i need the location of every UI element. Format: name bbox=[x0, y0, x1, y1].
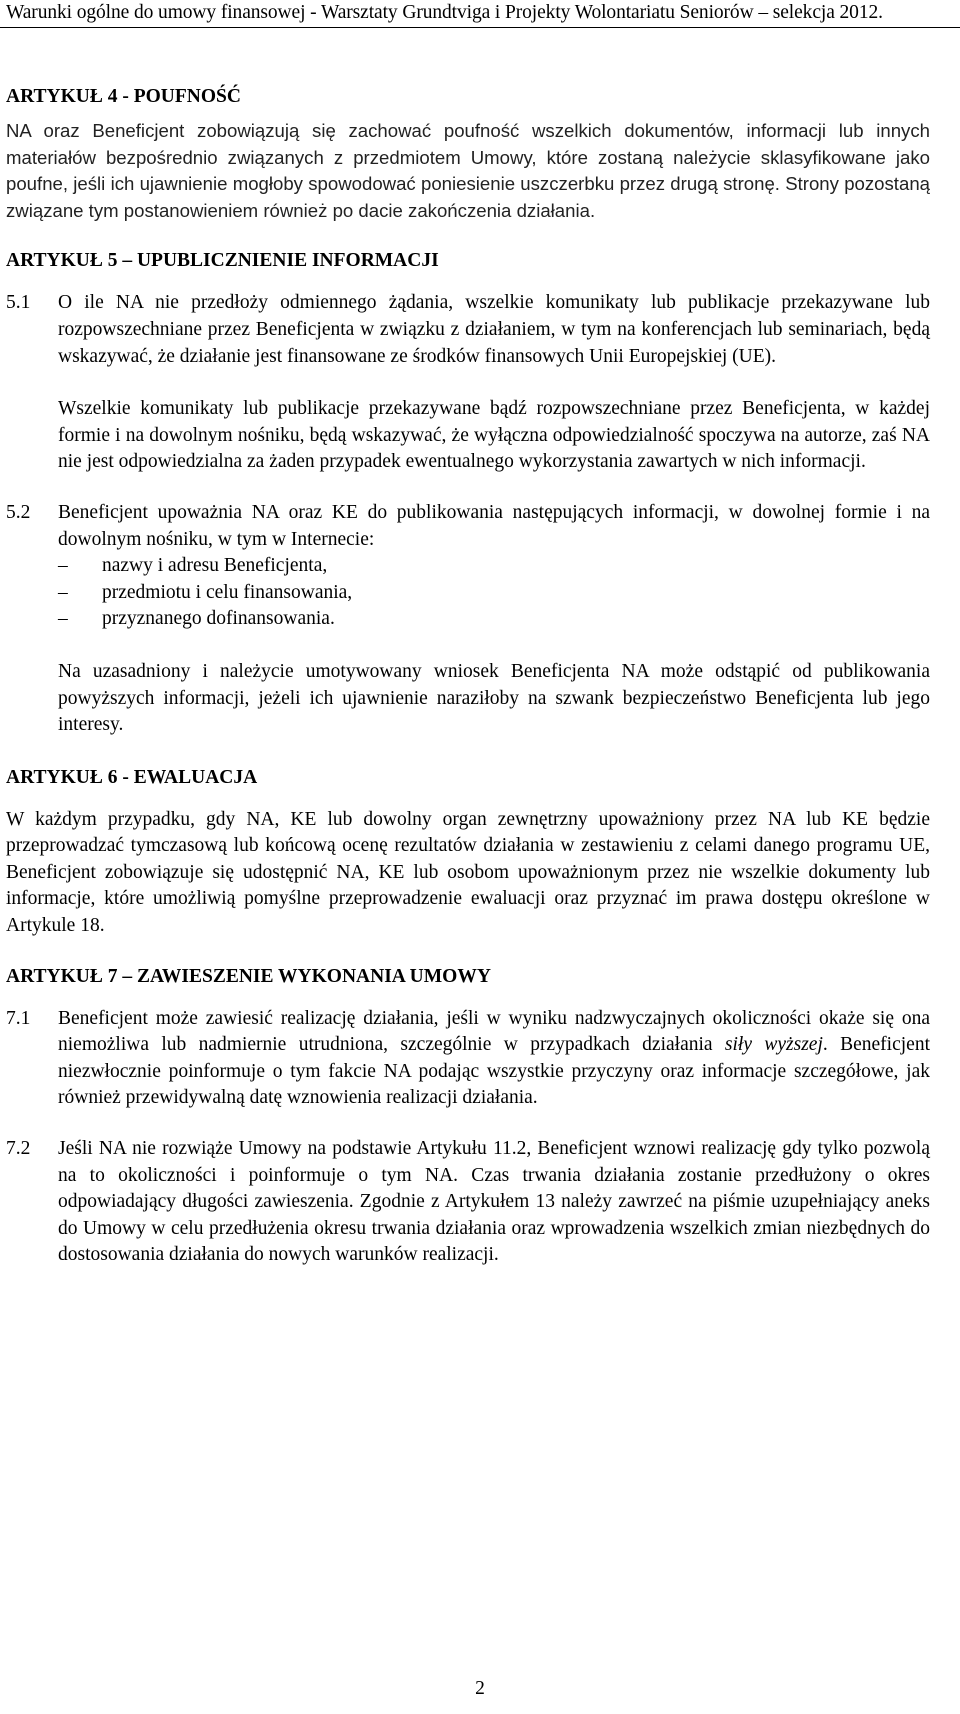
clause-5-1-text: O ile NA nie przedłoży odmiennego żądania, wszelkie komunikaty lub publikacje przekazywane lub rozpowszechniane przez Beneficjenta w związku z działaniem, w tym na konferencjach lub seminariach, będą wskazywać, że działanie jest finansowane ze środków finansowych Unii Europejskiej (UE). bbox=[58, 292, 930, 367]
force-majeure-term: siły wyższej bbox=[724, 1034, 823, 1056]
clause-7-2 bbox=[6, 1136, 930, 1269]
clause-5-1-text-2: Wszelkie komunikaty lub publikacje przekazywane bądź rozpowszechniane przez Beneficjenta, w każdej formie i na dowolnym nośniku, będą wskazywać, że wyłączna odpowiedzialność spoczywa na autorze, zaś NA nie jest odpowiedzialna za żaden przypadek ewentualnego wykorzystania zawartych w nich informacji. bbox=[58, 398, 930, 473]
clause-5-1 bbox=[6, 290, 930, 476]
publication-info-list bbox=[58, 553, 930, 633]
article-6-body: W każdym przypadku, gdy NA, KE lub dowolny organ zewnętrzny upoważniony przez NA lub KE będzie przeprowadzać tymczasową lub końcową ocenę rezultatów działania w zestawieniu z celami danego programu UE, Beneficjent zobowiązuje się udostępnić NA, KE lub osobom upoważnionym przez nie wszelkie dokumenty lub informacje, które umożliwią pomyślne przeprowadzenie ewaluacji oraz przyznać im prawa dostępu określone w Artykule 18. bbox=[6, 808, 930, 937]
clause-5-2-text-2: Na uzasadniony i należycie umotywowany wniosek Beneficjenta NA może odstąpić od publikowania powyższych informacji, jeżeli ich ujawnienie naraziłoby na szwank bezpieczeństwo Beneficjenta lub jego interesy. bbox=[58, 660, 930, 736]
clause-number: 7.2 bbox=[6, 1138, 31, 1160]
article-4-heading: ARTYKUŁ 4 - POUFNOŚĆ bbox=[6, 86, 241, 107]
clause-5-2 bbox=[6, 500, 930, 739]
clause-number: 5.2 bbox=[6, 501, 31, 523]
page-number: 2 bbox=[475, 1678, 485, 1699]
list-item: – przedmiotu i celu finansowania, bbox=[58, 580, 930, 607]
article-6-heading: ARTYKUŁ 6 - EWALUACJA bbox=[6, 766, 258, 788]
clause-7-1 bbox=[6, 1006, 930, 1112]
clause-7-1-text: Beneficjent może zawiesić realizację działania, jeśli w wyniku nadzwyczajnych okoliczności okaże się ona niemożliwa lub nadmiernie utrudniona, szczególnie w przypadkach działania siły wyższej. Beneficjent niezwłocznie poinformuje o tym fakcie NA podając wszystkie przyczyny oraz informacje szczegółowe, jak również przewidywalną datę wznowienia realizacji działania. bbox=[58, 1007, 930, 1109]
clause-5-2-text: Beneficjent upoważnia NA oraz KE do publikowania następujących informacji, w dowolnej formie i na dowolnym nośniku, w tym w Internecie: bbox=[58, 501, 930, 550]
dash-bullet: – bbox=[58, 555, 68, 577]
list-item: – nazwy i adresu Beneficjenta, bbox=[58, 553, 930, 580]
document-body bbox=[6, 84, 930, 1269]
dash-bullet: – bbox=[58, 581, 68, 603]
clause-number: 7.1 bbox=[6, 1007, 31, 1029]
clause-number: 5.1 bbox=[6, 292, 31, 314]
article-4-body: NA oraz Beneficjent zobowiązują się zachować poufność wszelkich dokumentów, informacji lub innych materiałów bezpośrednio związanych z przedmiotem Umowy, które zostaną należycie sklasyfikowane jako poufne, jeśli ich ujawnienie mogłoby spowodować poniesienie uszczerbku przez drugą stronę. Strony pozostaną związane tym postanowieniem również po dacie zakończenia działania. bbox=[6, 120, 930, 221]
page-header: Warunki ogólne do umowy finansowej - Warsztaty Grundtviga i Projekty Wolontariatu Seniorów – selekcja 2012. bbox=[0, 0, 960, 28]
list-item: – przyznanego dofinansowania. bbox=[58, 606, 930, 633]
article-7-heading: ARTYKUŁ 7 – ZAWIESZENIE WYKONANIA UMOWY bbox=[6, 965, 491, 987]
clause-7-2-text: Jeśli NA nie rozwiąże Umowy na podstawie Artykułu 11.2, Beneficjent wznowi realizację gdy tylko pozwolą na to okoliczności i poinformuje o tym NA. Czas trwania działania zostanie przedłużony o okres odpowiadający długości zawieszenia. Zgodnie z Artykułem 13 należy zawrzeć na piśmie uzupełniający aneks do Umowy w celu przedłużenia okresu trwania działania oraz wprowadzenia wszelkich zmian niezbędnych do dostosowania działania do nowych warunków realizacji. bbox=[58, 1138, 930, 1266]
article-5-heading: ARTYKUŁ 5 – UPUBLICZNIENIE INFORMACJI bbox=[6, 250, 439, 272]
dash-bullet: – bbox=[58, 608, 68, 630]
